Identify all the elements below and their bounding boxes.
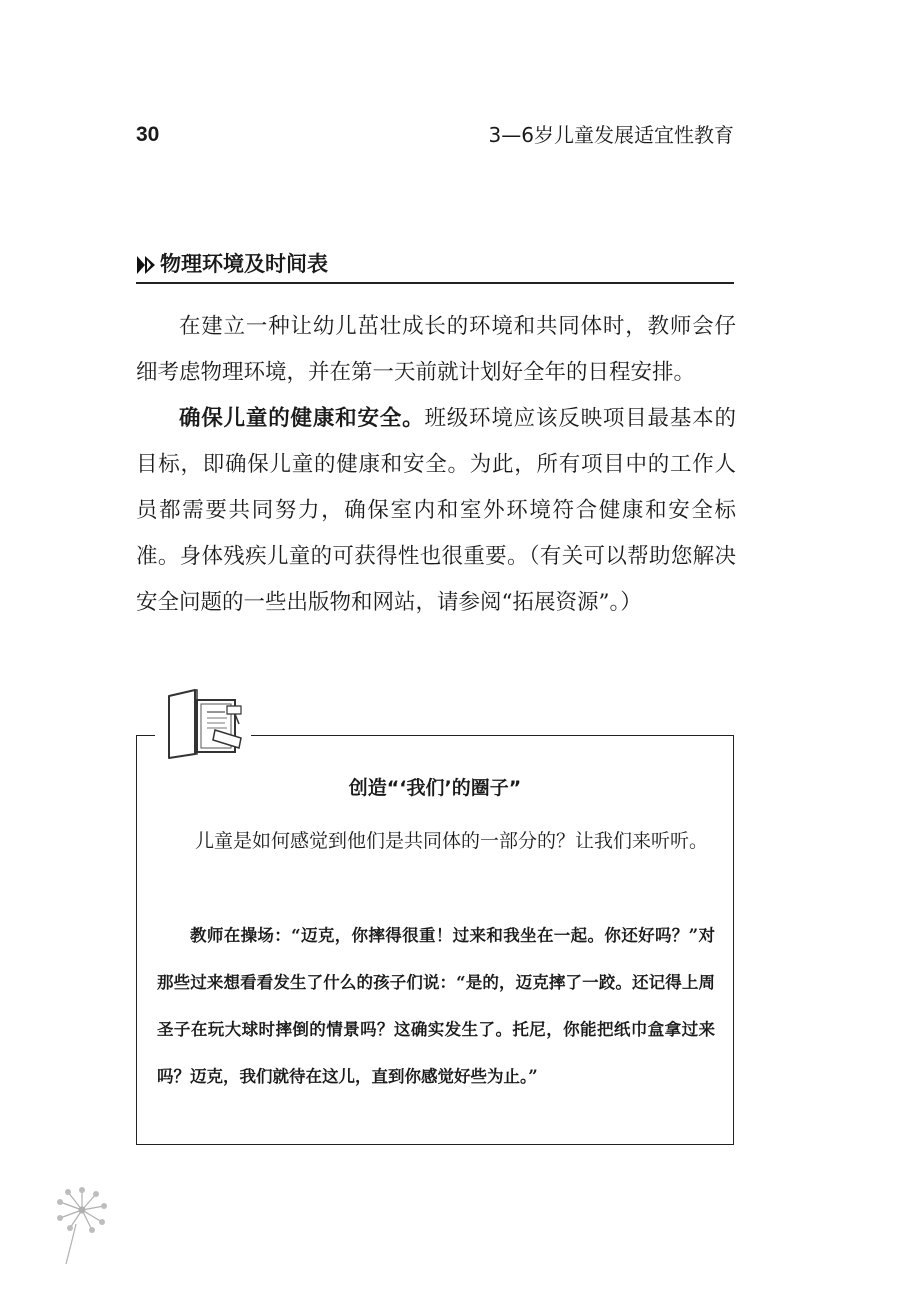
section-title: 物理环境及时间表: [160, 252, 328, 276]
box-intro: 儿童是如何感觉到他们是共同体的一部分的？让我们来听听。: [195, 830, 709, 852]
sidebar-box: [136, 735, 734, 1145]
notebook-icon: [155, 688, 251, 760]
section-heading: [136, 248, 734, 284]
paragraph-safety-text: 班级环境应该反映项目最基本的目标，即确保儿童的健康和安全。为此，所有项目中的工作人员都需要共同努力，确保室内和室外环境符合健康和安全标准。身体残疾儿童的可获得性也很重要。（有关可以帮助您解决安全问题的一些出版物和网站，请参阅“拓展资源”。）: [136, 406, 736, 615]
paragraph-environment: 在建立一种让幼儿茁壮成长的环境和共同体时，教师会仔细考虑物理环境，并在第一天前就计划好全年的日程安排。: [136, 314, 736, 385]
running-title: 3—6岁儿童发展适宜性教育: [488, 123, 734, 147]
box-title: 创造“‘我们’的圈子”: [348, 777, 522, 799]
dandelion-icon: [52, 1186, 112, 1266]
box-quote: 教师在操场：“迈克，你摔得很重！过来和我坐在一起。你还好吗？”对那些过来想看看发生了什么的孩子们说：“是的，迈克摔了一跤。还记得上周圣子在玩大球时摔倒的情景吗？这确实发生了。托尼，你能把纸巾盒拿过来吗？迈克，我们就待在这儿，直到你感觉好些为止。”: [157, 926, 715, 1086]
page-number: 30: [136, 123, 160, 146]
body-text: [136, 304, 736, 626]
paragraph-safety-lead: 确保儿童的健康和安全。: [179, 406, 425, 431]
double-chevron-icon: [136, 254, 156, 276]
paragraph-safety: [136, 396, 736, 626]
